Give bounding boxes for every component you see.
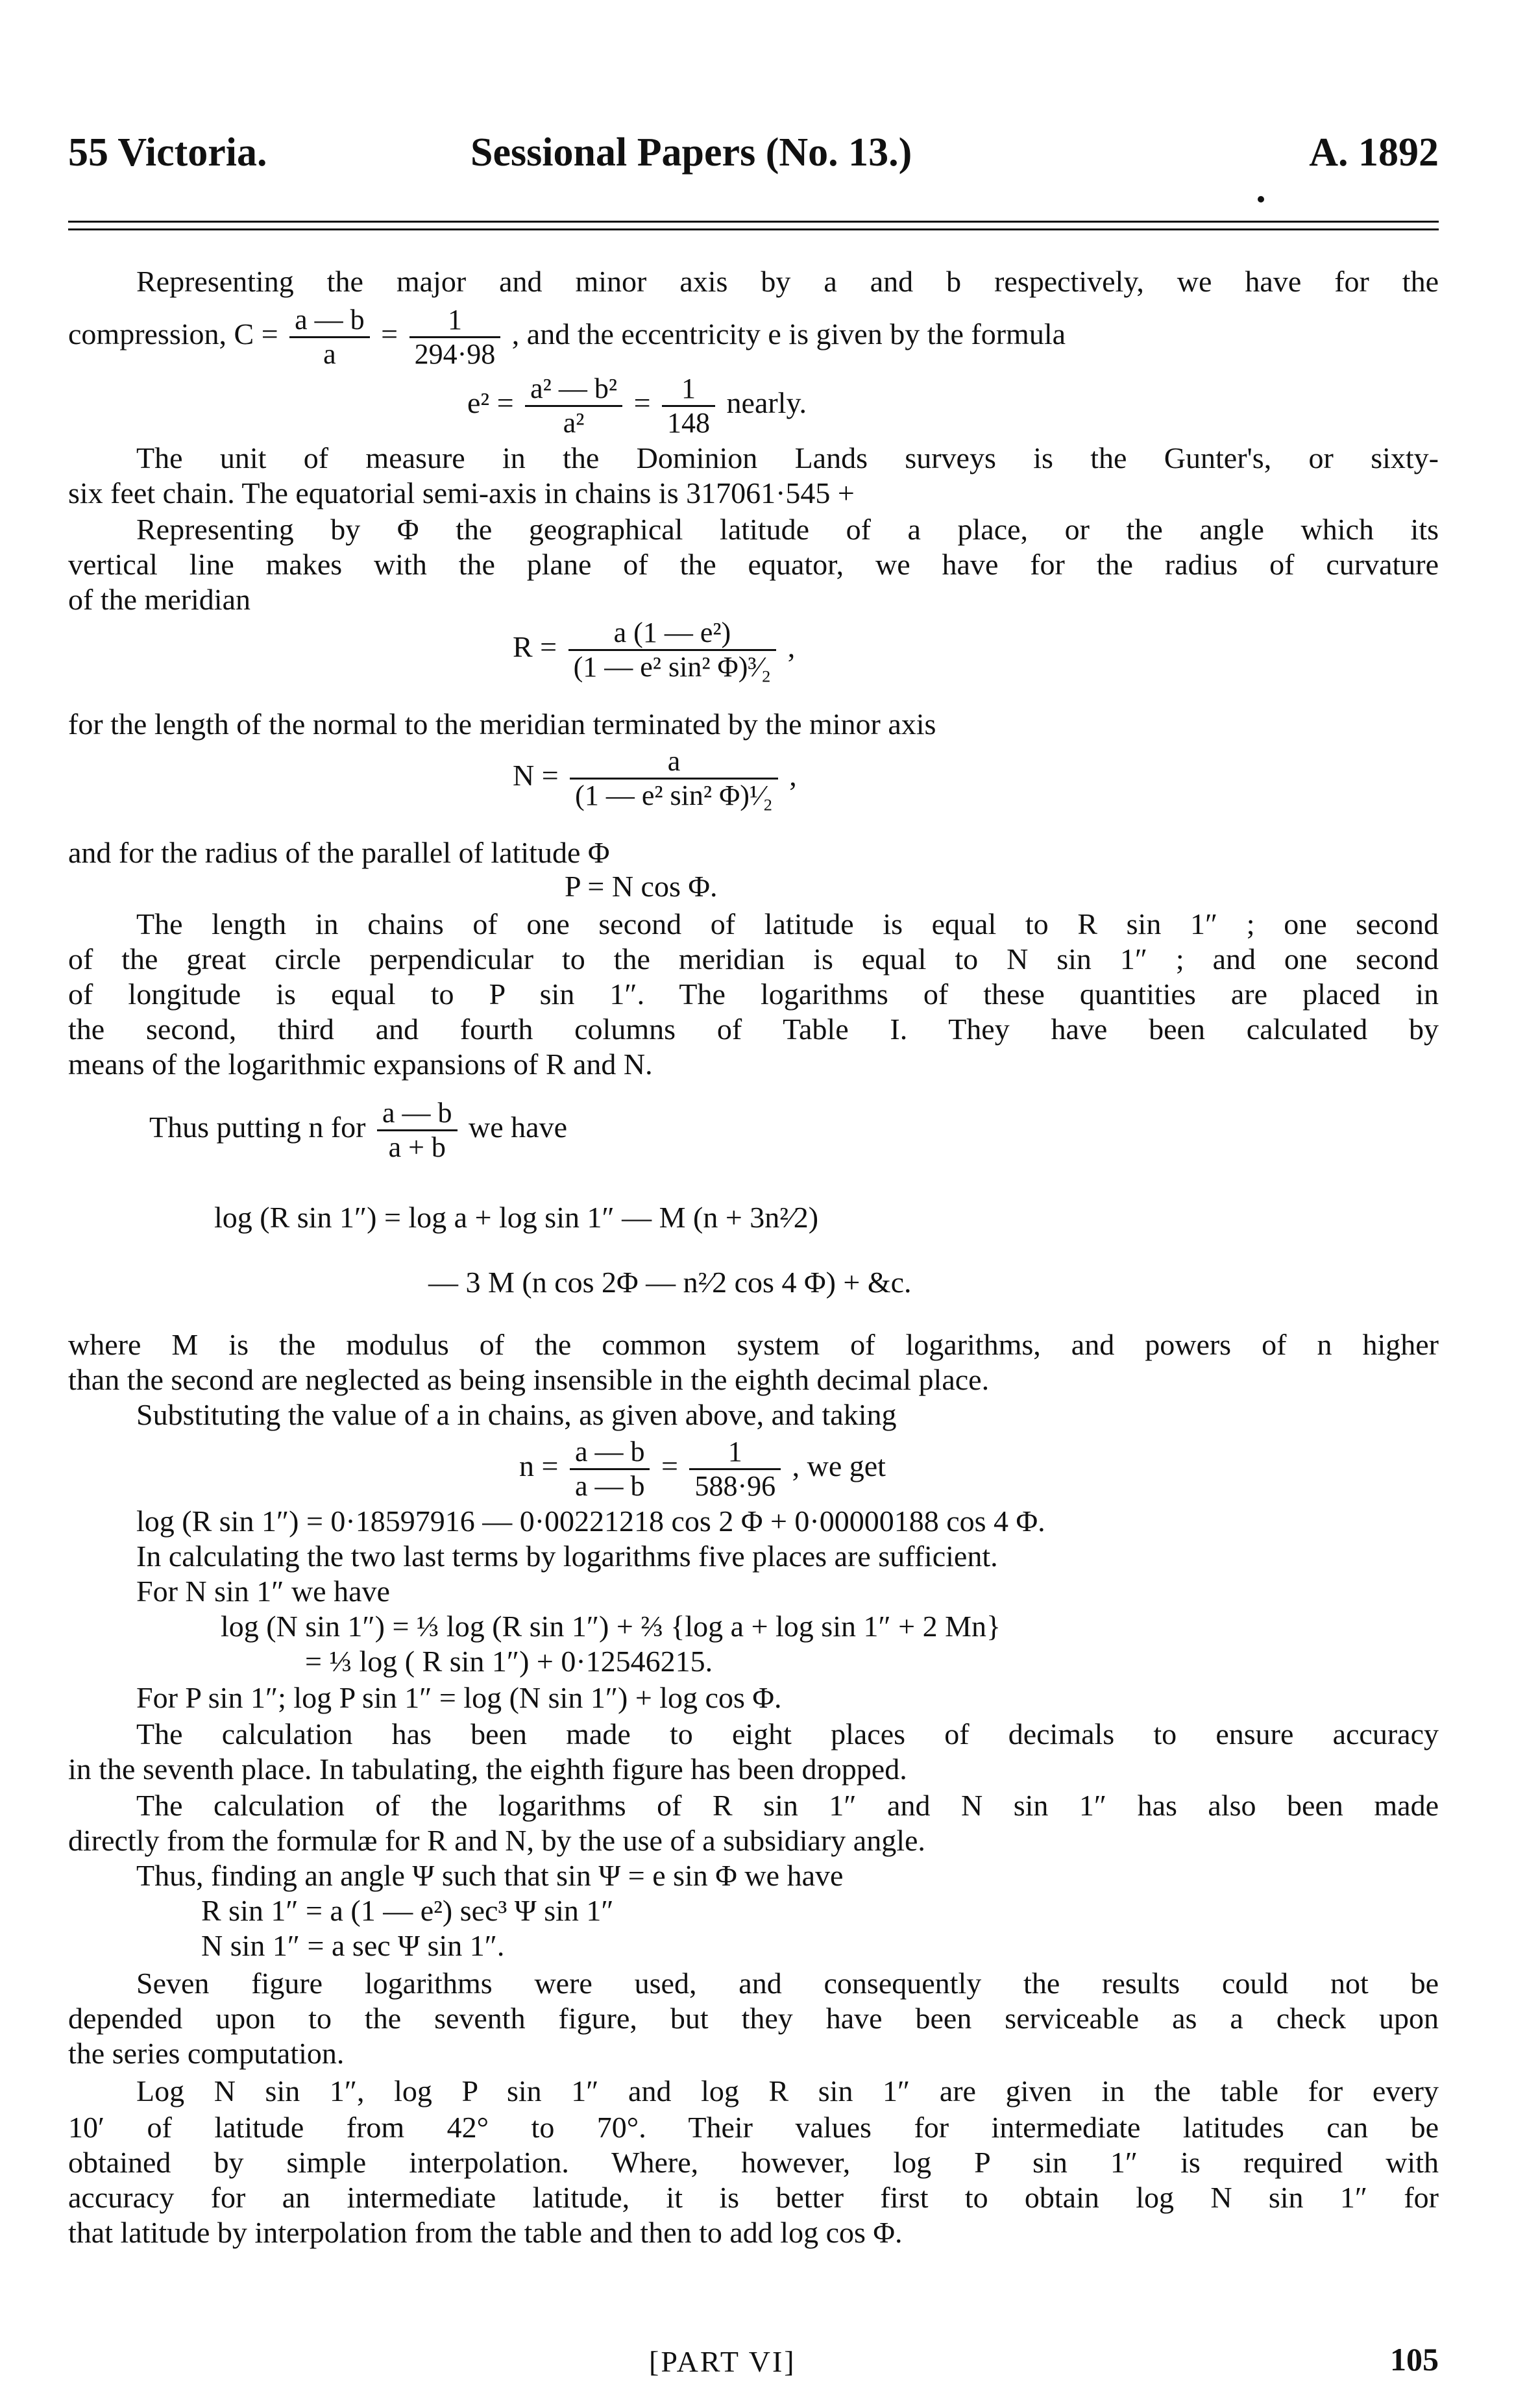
text-line: of the great circle perpendicular to the meridian is equal to N sin 1″ ; and one second — [68, 942, 1439, 976]
fraction: $\frac{a — b}{a}$ — [289, 304, 370, 371]
log-r-result: log (R sin 1″) = 0·18597916 — 0·00221218 cos 2 Φ + 0·00000188 cos 4 Φ. — [136, 1505, 1045, 1538]
header-rule-bottom — [68, 228, 1439, 230]
text-line: than the second are neglected as being insensible in the eighth decimal place. — [68, 1363, 990, 1396]
log-n-formula-cont: = ⅓ log ( R sin 1″) + 0·12546215. — [305, 1645, 713, 1678]
fraction: $\frac{\text{a (1 — e²)}}{\text{(1 — e² sin² Φ)³⁄₂}}$ — [568, 617, 777, 683]
fraction: $\frac{a}{\text{(1 — e² sin² Φ)¹⁄₂}}$ — [570, 745, 778, 812]
text-line: and for the radius of the parallel of latitude Φ — [68, 836, 610, 869]
log-expansion-line-2: — 3 M (n cos 2Φ — n²⁄2 cos 4 Φ) + &c. — [428, 1266, 912, 1299]
header-year: A. 1892 — [1309, 130, 1439, 175]
fraction: $\frac{1}{148}$ — [662, 373, 715, 439]
text-line: Representing the major and minor axis by a and b respectively, we have for the — [136, 265, 1439, 298]
text-line: 10′ of latitude from 42° to 70°. Their values for intermediate latitudes can be — [68, 2111, 1439, 2144]
text-line: vertical line makes with the plane of the equator, we have for the radius of curvature — [68, 548, 1439, 581]
header-dot — [1258, 196, 1264, 203]
text-line: Substituting the value of a in chains, as given above, and taking — [136, 1398, 897, 1431]
text-line: that latitude by interpolation from the table and then to add log cos Φ. — [68, 2216, 903, 2249]
text-line: obtained by simple interpolation. Where, however, log P sin 1″ is required with — [68, 2146, 1439, 2179]
text-line: means of the logarithmic expansions of R and N. — [68, 1048, 653, 1081]
parallel-radius-formula: P = N cos Φ. — [565, 870, 718, 903]
text-line: where M is the modulus of the common system of logarithms, and powers of n higher — [68, 1328, 1439, 1361]
text-line: The calculation of the logarithms of R sin 1″ and N sin 1″ has also been made — [136, 1789, 1439, 1822]
text-line: of the meridian — [68, 583, 251, 616]
running-header — [68, 130, 1439, 182]
text-line: For N sin 1″ we have — [136, 1575, 390, 1608]
log-n-formula: log (N sin 1″) = ⅓ log (R sin 1″) + ⅔ {log a + log sin 1″ + 2 Mn} — [221, 1610, 1001, 1643]
text-line: Thus, finding an angle Ψ such that sin Ψ = e sin Φ we have — [136, 1859, 844, 1892]
header-title: Sessional Papers (No. 13.) — [470, 130, 912, 175]
n-value-formula: n = $\frac{a — b}{a — b}$ = $\frac{1}{588\cdot 96}$ , we get — [519, 1436, 886, 1502]
text-line: Seven figure logarithms were used, and consequently the results could not be — [136, 1967, 1439, 2000]
header-rule-top — [68, 221, 1439, 223]
text-line: The length in chains of one second of latitude is equal to R sin 1″ ; one second — [136, 907, 1439, 940]
text-line: the series computation. — [68, 2037, 345, 2070]
fraction: $\frac{a — b}{a + b}$ — [377, 1097, 458, 1164]
radius-curvature-formula: R = $\frac{\text{a (1 — e²)}}{\text{(1 — e² sin² Φ)³⁄₂}}$ , — [513, 617, 796, 683]
text-line: six feet chain. The equatorial semi-axis in chains is 317061·545 + — [68, 476, 855, 510]
fraction: $\frac{\text{a² — b²}}{\text{a²}}$ — [525, 373, 622, 439]
subsidiary-formula-r: R sin 1″ = a (1 — e²) sec³ Ψ sin 1″ — [201, 1894, 614, 1927]
text-line: accuracy for an intermediate latitude, it is better first to obtain log N sin 1″ for — [68, 2181, 1439, 2214]
header-session: 55 Victoria. — [68, 130, 267, 175]
subsidiary-formula-n: N sin 1″ = a sec Ψ sin 1″. — [201, 1929, 505, 1962]
text-line: the second, third and fourth columns of Table I. They have been calculated by — [68, 1013, 1439, 1046]
log-p-formula: For P sin 1″; log P sin 1″ = log (N sin 1″) + log cos Φ. — [136, 1681, 782, 1714]
text-line: The calculation has been made to eight places of decimals to ensure accuracy — [136, 1717, 1439, 1751]
fraction: $\frac{1}{294\cdot 98}$ — [409, 304, 501, 371]
compression-formula-line: compression, C = $\frac{a — b}{a}$ = $\frac{1}{294\cdot 98}$ , and the eccentricity e is given by the formula — [68, 304, 1066, 370]
normal-length-formula: N = $\frac{a}{\text{(1 — e² sin² Φ)¹⁄₂}}$ , — [513, 745, 797, 811]
text-line: Log N sin 1″, log P sin 1″ and log R sin 1″ are given in the table for every — [136, 2074, 1439, 2107]
text-line: in the seventh place. In tabulating, the eighth figure has been dropped. — [68, 1752, 907, 1786]
text-line: of longitude is equal to P sin 1″. The logarithms of these quantities are placed in — [68, 977, 1439, 1011]
text-line: directly from the formulæ for R and N, by the use of a subsidiary angle. — [68, 1824, 925, 1857]
fraction: $\frac{a — b}{a — b}$ — [570, 1436, 650, 1503]
fraction: $\frac{1}{588\cdot 96}$ — [689, 1436, 781, 1503]
putting-n-line: Thus putting n for $\frac{a — b}{a + b}$ we have — [149, 1097, 567, 1163]
text-line: In calculating the two last terms by logarithms five places are sufficient. — [136, 1540, 998, 1573]
log-expansion-line-1: log (R sin 1″) = log a + log sin 1″ — M (n + 3n²⁄2) — [214, 1201, 819, 1234]
text-line: depended upon to the seventh figure, but they have been serviceable as a check upon — [68, 2002, 1439, 2035]
eccentricity-formula: e² = $\frac{\text{a² — b²}}{\text{a²}}$ = $\frac{1}{148}$ nearly. — [467, 373, 807, 439]
text-line: for the length of the normal to the meridian terminated by the minor axis — [68, 707, 936, 741]
footer-part-label: [PART VI] — [649, 2345, 796, 2378]
page-number: 105 — [1390, 2341, 1439, 2377]
text-line: Representing by Φ the geographical latitude of a place, or the angle which its — [136, 513, 1439, 546]
text-line: The unit of measure in the Dominion Lands surveys is the Gunter's, or sixty- — [136, 441, 1439, 474]
